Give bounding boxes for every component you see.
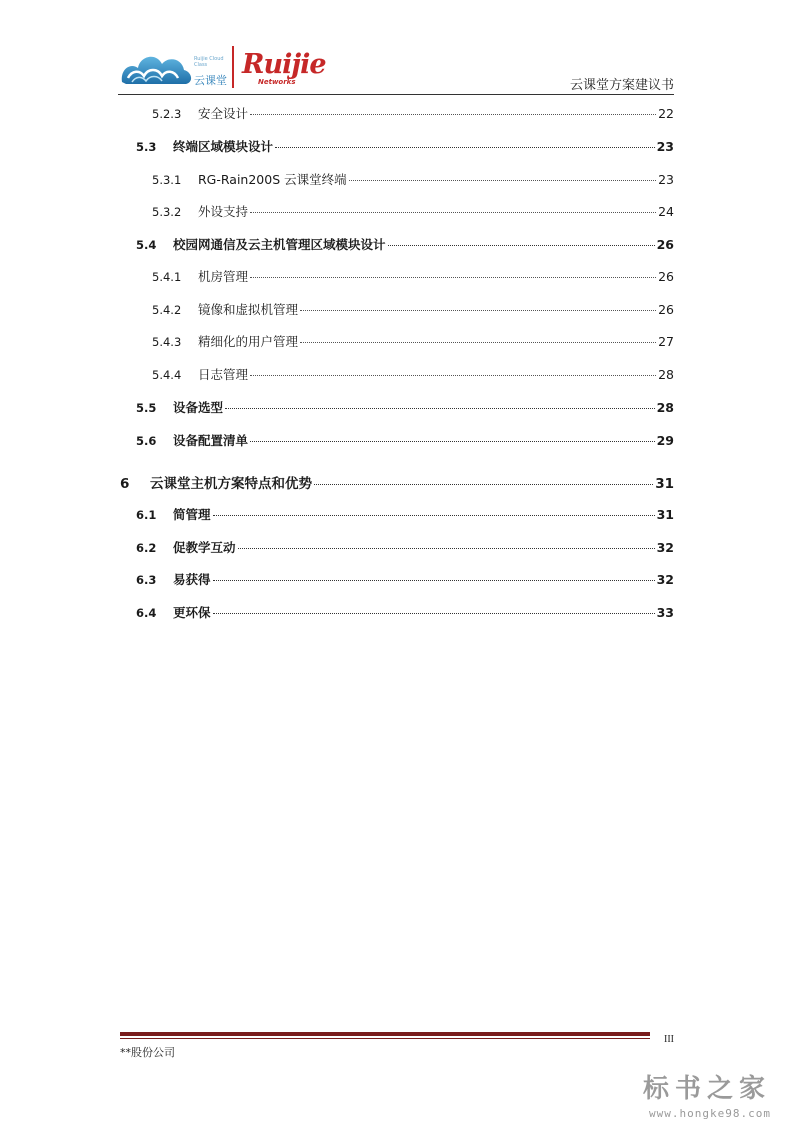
toc-entry-number: 6.1 (136, 508, 157, 522)
toc-entry-page: 26 (658, 302, 674, 317)
toc-entry-page: 32 (656, 572, 674, 587)
toc-entry-title: 云课堂主机方案特点和优势 (150, 476, 312, 492)
toc-entry[interactable] (118, 603, 674, 623)
toc-entry[interactable] (118, 267, 674, 287)
toc-entry-page: 26 (658, 269, 674, 284)
toc-dot-leader (314, 484, 653, 485)
watermark-url: www.hongke98.com (649, 1107, 771, 1120)
toc-entry[interactable] (118, 505, 674, 525)
toc-entry-title: 易获得 (173, 572, 211, 587)
footer-rule-thick (120, 1032, 650, 1036)
toc-entry-title: 设备配置清单 (173, 433, 249, 448)
toc-entry-number: 5.4.3 (152, 335, 182, 349)
toc-entry-title: 镜像和虚拟机管理 (198, 302, 299, 317)
toc-entry-title: 简管理 (173, 507, 211, 522)
toc-dot-leader (250, 277, 656, 278)
watermark-title: 标书之家 (642, 1074, 771, 1104)
toc-entry-title: 促教学互动 (173, 540, 236, 555)
watermark (643, 1068, 771, 1120)
toc-entry-title: 精细化的用户管理 (198, 334, 299, 349)
toc-entry-number: 5.3.2 (152, 205, 182, 219)
toc-entry[interactable] (118, 235, 674, 255)
toc-entry-number: 5.2.3 (152, 107, 182, 121)
toc-dot-leader (275, 147, 655, 148)
toc-entry-title: 校园网通信及云主机管理区域模块设计 (173, 237, 386, 252)
logo-chinese-text: 云课堂 (194, 74, 227, 87)
toc-entry-number: 6 (120, 476, 130, 492)
toc-entry[interactable] (118, 137, 674, 157)
toc-entry[interactable] (118, 431, 674, 451)
toc-entry-title: 更环保 (173, 605, 211, 620)
toc-dot-leader (250, 114, 656, 115)
toc-entry-page: 27 (658, 334, 674, 349)
toc-entry[interactable] (118, 202, 674, 222)
toc-dot-leader (250, 375, 656, 376)
toc-entry-number: 5.4 (136, 238, 157, 252)
toc-dot-leader (300, 342, 656, 343)
toc-entry-page: 28 (656, 400, 674, 415)
toc-entry-number: 6.4 (136, 606, 157, 620)
toc-entry-page: 26 (656, 237, 674, 252)
toc-dot-leader (349, 180, 656, 181)
brand-logo: Ruijie (242, 49, 326, 80)
toc-entry-title: 终端区域模块设计 (173, 139, 274, 154)
header-rule (118, 94, 674, 95)
toc-entry[interactable] (118, 332, 674, 352)
toc-entry-page: 33 (656, 605, 674, 620)
toc-dot-leader (300, 310, 656, 311)
footer-rule-thin (120, 1038, 650, 1039)
toc-entry-title: 设备选型 (173, 400, 224, 415)
toc-entry[interactable] (118, 300, 674, 320)
toc-entry[interactable] (118, 170, 674, 190)
toc-entry-title: 机房管理 (198, 269, 249, 284)
toc-entry-page: 31 (656, 507, 674, 522)
toc-entry[interactable] (118, 365, 674, 385)
toc-entry-page: 23 (658, 172, 674, 187)
toc-entry-page: 31 (655, 476, 674, 492)
document-title: 云课堂方案建议书 (569, 78, 674, 93)
toc-entry-title: 安全设计 (198, 106, 249, 121)
toc-entry-number: 6.3 (136, 573, 157, 587)
footer-company: **股份公司 (120, 1046, 175, 1059)
toc-entry[interactable] (118, 538, 674, 558)
logo-divider (232, 46, 234, 88)
toc-entry-title: RG-Rain200S 云课堂终端 (198, 172, 347, 187)
toc-entry[interactable] (118, 398, 674, 418)
toc-entry-number: 5.5 (136, 401, 157, 415)
page-number: III (664, 1034, 674, 1045)
toc-entry-page: 24 (658, 204, 674, 219)
toc-dot-leader (225, 408, 655, 409)
brand-logo-sub: Networks (258, 78, 296, 86)
toc-entry[interactable] (118, 472, 674, 492)
toc-dot-leader (213, 613, 655, 614)
toc-dot-leader (250, 441, 655, 442)
toc-entry[interactable] (118, 570, 674, 590)
page-header (118, 38, 674, 96)
toc-entry-page: 29 (656, 433, 674, 448)
logo-small-text: Ruijie Cloud Class (194, 56, 224, 68)
toc-dot-leader (238, 548, 655, 549)
toc-dot-leader (213, 515, 655, 516)
toc-entry-number: 5.4.2 (152, 303, 182, 317)
toc-dot-leader (213, 580, 655, 581)
toc-entry-number: 5.3 (136, 140, 157, 154)
cloud-logo-icon (118, 48, 194, 88)
toc-entry-page: 28 (658, 367, 674, 382)
toc-entry-number: 6.2 (136, 541, 157, 555)
toc-entry[interactable] (118, 104, 674, 124)
toc-entry-number: 5.3.1 (152, 173, 182, 187)
toc-entry-page: 32 (656, 540, 674, 555)
toc-entry-page: 22 (658, 106, 674, 121)
toc-entry-title: 日志管理 (198, 367, 249, 382)
toc-entry-number: 5.4.1 (152, 270, 182, 284)
toc-entry-number: 5.4.4 (152, 368, 182, 382)
toc-entry-number: 5.6 (136, 434, 157, 448)
toc-dot-leader (388, 245, 655, 246)
toc-entry-title: 外设支持 (198, 204, 249, 219)
toc-dot-leader (250, 212, 656, 213)
toc-entry-page: 23 (656, 139, 674, 154)
